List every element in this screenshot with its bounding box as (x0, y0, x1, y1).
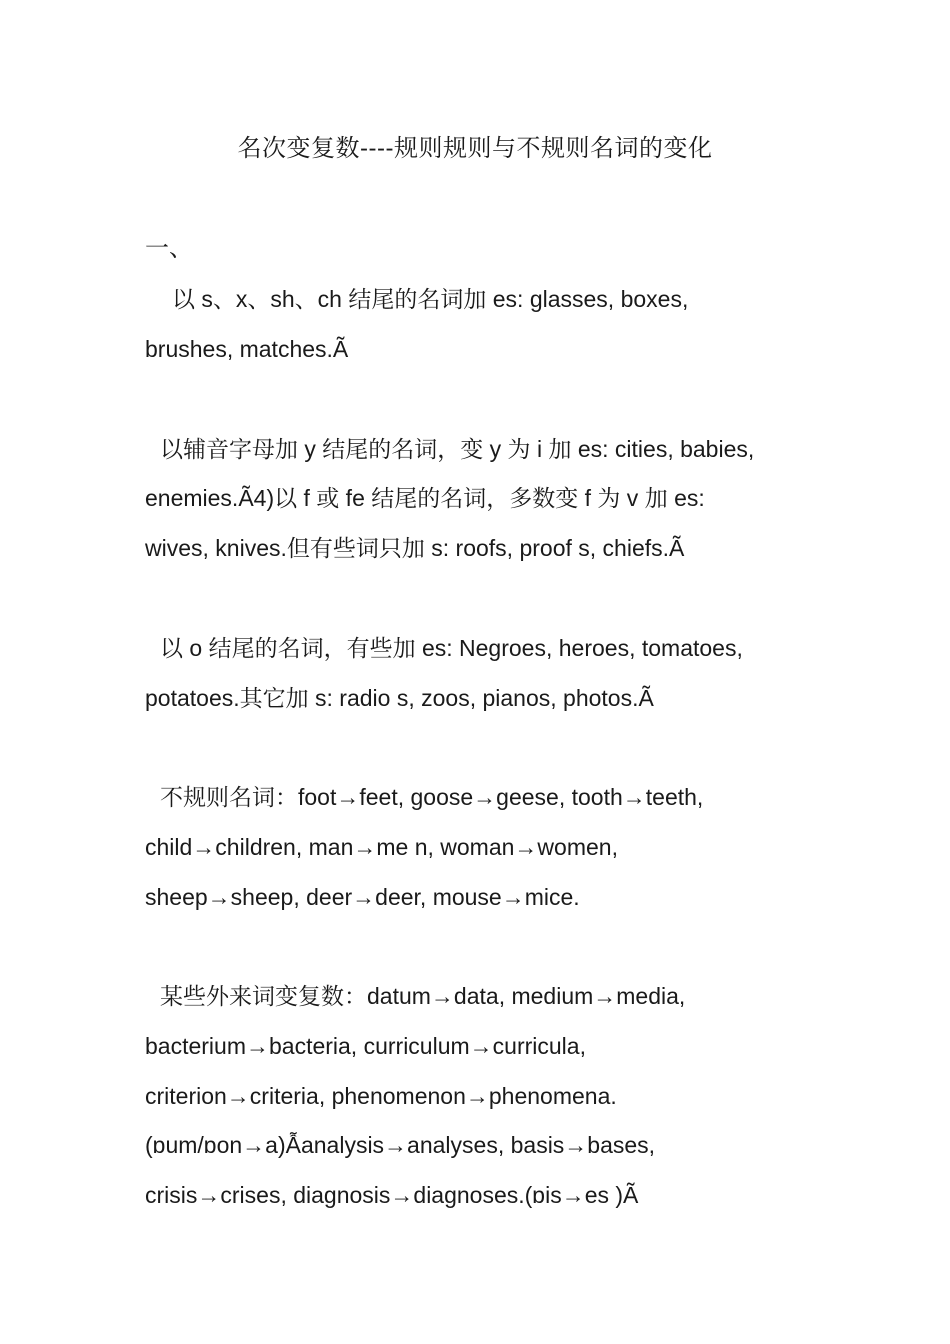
paragraph-line: enemies.Ã4)以 f 或 fe 结尾的名词，多数变 f 为 v 加 es: (145, 485, 705, 511)
paragraph-line: bacterium→bacteria, curriculum→curricula, (145, 1033, 586, 1059)
paragraph-line: 以辅音字母加 y 结尾的名词，变 y 为 i 加 es: cities, babies, (160, 436, 755, 462)
document-title: 名次变复数----规则规则与不规则名词的变化 (237, 135, 713, 162)
paragraph-line: 不规则名词：foot→feet, goose→geese, tooth→teeth, (160, 784, 704, 810)
paragraph-line: potatoes.其它加 s: radio s, zoos, pianos, photos.Ã (145, 685, 654, 711)
paragraph-line: brushes, matches.Ã (145, 336, 349, 362)
paragraph-line: wives, knives.但有些词只加 s: roofs, proof s, chiefs.Ã (145, 535, 685, 561)
paragraph-line: 以 s、x、sh、ch 结尾的名词加 es: glasses, boxes, (172, 286, 689, 312)
paragraph-line: 以 o 结尾的名词，有些加 es: Negroes, heroes, tomatoes, (160, 635, 743, 661)
paragraph-line: crisis→crises, diagnosis→diagnoses.(ɒis→es )Ã (145, 1182, 639, 1208)
paragraph-line: sheep→sheep, deer→deer, mouse→mice. (145, 884, 580, 910)
paragraph-line: criterion→criteria, phenomenon→phenomena. (145, 1083, 617, 1109)
section-number: 一、 (145, 235, 193, 262)
paragraph-line: 某些外来词变复数：datum→data, medium→media, (160, 983, 686, 1009)
paragraph-line: (ɒum/ɒon→a)Ẫanalysis→analyses, basis→bases, (145, 1132, 656, 1158)
paragraph-line: child→children, man→me n, woman→women, (145, 834, 618, 860)
